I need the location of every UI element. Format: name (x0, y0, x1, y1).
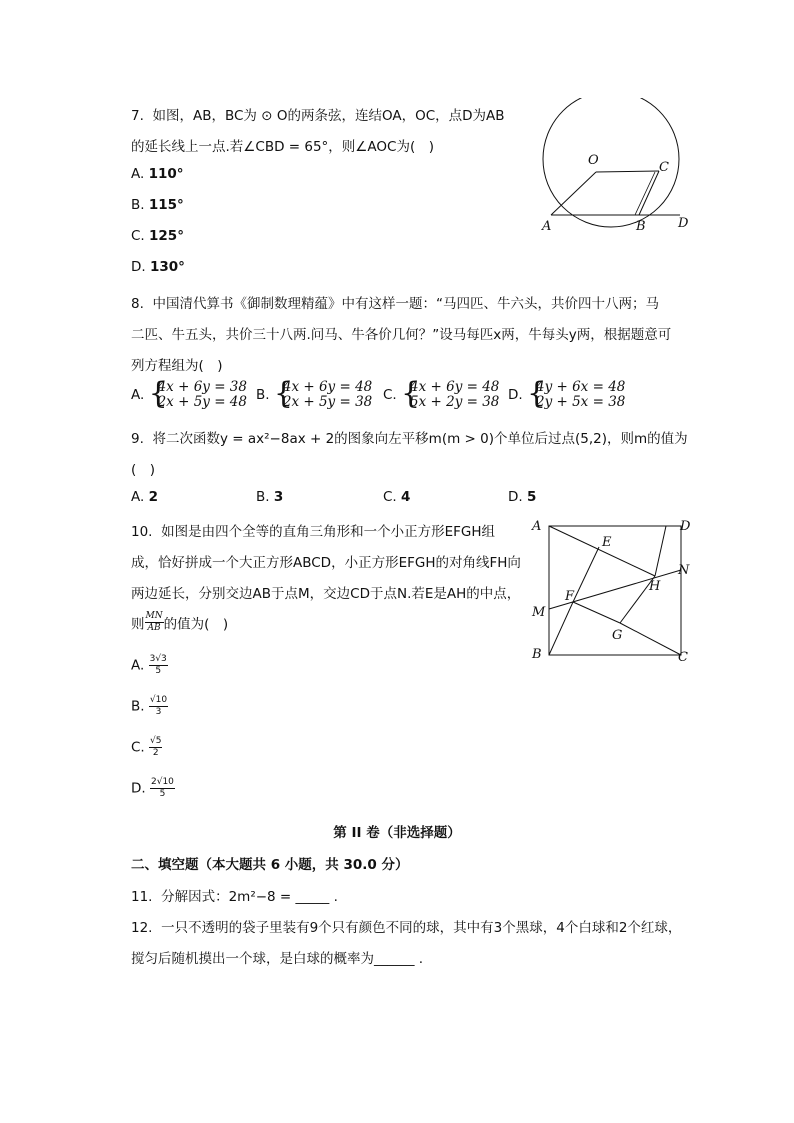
q9-option-a[interactable]: A. 2 (131, 489, 158, 505)
q8-option-a[interactable]: A. { 4x + 6y = 38 2x + 5y = 48 (131, 376, 247, 411)
q10-label-e: E (602, 535, 612, 550)
q10-square-figure (528, 515, 698, 670)
q8-stem-line3: 列方程组为( ) (131, 358, 223, 374)
q7-stem-line2: 的延长线上一点.若∠CBD = 65°，则∠AOC为( ) (131, 139, 434, 155)
q10-line-gc (620, 623, 681, 655)
q10-line-fe (573, 547, 599, 602)
q10-label-f: F (565, 589, 575, 604)
q10-ratio-fraction: $\frac{MN}{AB}$ (145, 611, 163, 633)
q10-label-m: M (532, 605, 546, 620)
q10-line-dh (655, 526, 666, 576)
q11-line (131, 885, 338, 905)
q9-number: 9. (131, 431, 144, 447)
q10-line1 (131, 520, 495, 540)
q7-circle-figure (524, 98, 699, 238)
q10-stem-line2: 成，恰好拼成一个大正方形ABCD，小正方形EFGH的对角线FH向 (131, 555, 521, 571)
q7-chord-bc (639, 171, 659, 215)
q12-stem-line1: 一只不透明的袋子里装有9个只有颜色不同的球，其中有3个黑球，4个白球和2个红球， (161, 920, 682, 936)
q10-stem-line1: 如图是由四个全等的直角三角形和一个小正方形EFGH组 (161, 524, 495, 540)
q10-label-h: H (649, 579, 661, 594)
q10-label-d: D (680, 519, 691, 534)
q8-option-c[interactable]: C. { 4x + 6y = 48 5x + 2y = 38 (383, 376, 500, 411)
q8-line1 (131, 292, 659, 312)
q12-stem-line2: 搅匀后随机摸出一个球，是白球的概率为______ . (131, 951, 424, 967)
q9-option-b[interactable]: B. 3 (256, 489, 284, 505)
q10-label-a: A (532, 519, 542, 534)
q10-line-bf (549, 602, 573, 655)
q7-label-o: O (588, 153, 599, 168)
q7-stem-line1: 如图，AB，BC为 ⊙ O的两条弦，连结OA，OC，点D为AB (152, 108, 505, 124)
q7-label-b: B (636, 219, 646, 234)
q10-option-b[interactable]: B. $\frac{√10}{3}$ (131, 695, 168, 717)
q10-stem-line4: 则 $\frac{MN}{AB}$ 的值为( ) (131, 611, 229, 633)
q9-option-c[interactable]: C. 4 (383, 489, 411, 505)
q7-label-a: A (542, 219, 552, 234)
q11-text: 分解因式：2m²−8 = _____ . (161, 889, 338, 905)
q10-option-a[interactable]: A. $\frac{3√3}{5}$ (131, 654, 167, 676)
q12-line1 (131, 916, 681, 936)
q7-option-b[interactable]: B. 115° (131, 197, 184, 213)
q9-option-d[interactable]: D. 5 (508, 489, 537, 505)
q8-option-d[interactable]: D. { 4y + 6x = 48 2y + 5x = 38 (508, 376, 626, 411)
q10-option-d[interactable]: D. $\frac{2√10}{5}$ (131, 777, 174, 799)
q7-number: 7. (131, 108, 144, 124)
q7-line1 (131, 104, 505, 124)
q7-option-c[interactable]: C. 125° (131, 228, 184, 244)
section2-title: 第 II 卷（非选择题） (333, 825, 461, 841)
q10-number: 10. (131, 524, 153, 540)
q8-stem-line2: 二匹、牛五头，共价三十八两.问马、牛各价几何？”设马每匹x两，牛每头y两，根据题意可 (131, 327, 672, 343)
q10-label-n: N (678, 563, 690, 578)
q7-option-a[interactable]: A. 110° (131, 166, 184, 182)
q12-number: 12. (131, 920, 153, 936)
q7-chord-bc-inner (635, 172, 655, 215)
q7-label-c: C (659, 160, 669, 175)
q8-number: 8. (131, 296, 144, 312)
q10-label-b: B (532, 647, 542, 662)
q8-stem-line1: 中国清代算书《御制数理精蕴》中有这样一题：“马四匹、牛六头，共价四十八两；马 (152, 296, 659, 312)
q9-stem-line2: ( ) (131, 462, 156, 478)
q10-option-c[interactable]: C. $\frac{√5}{2}$ (131, 736, 162, 758)
q7-line-oa (551, 172, 596, 215)
q7-label-d: D (678, 216, 689, 231)
q10-line-ah (549, 526, 655, 576)
fill-in-heading: 二、填空题（本大题共 6 小题，共 30.0 分） (131, 857, 409, 873)
q7-line-oc (596, 171, 659, 172)
q10-stem-line3: 两边延长，分别交边AB于点M，交边CD于点N.若E是AH的中点， (131, 586, 521, 602)
q8-option-b[interactable]: B. { 4x + 6y = 48 2x + 5y = 38 (256, 376, 373, 411)
q9-line1 (131, 427, 688, 447)
q9-stem-line1: 将二次函数y = ax²−8ax + 2的图象向左平移m(m > 0)个单位后过点(5,2)，则m的值为 (152, 431, 688, 447)
q11-number: 11. (131, 889, 153, 905)
q10-label-g: G (612, 628, 623, 643)
q10-label-c: C (678, 650, 688, 665)
q7-option-d[interactable]: D. 130° (131, 259, 185, 275)
q10-line-fg (573, 602, 620, 623)
